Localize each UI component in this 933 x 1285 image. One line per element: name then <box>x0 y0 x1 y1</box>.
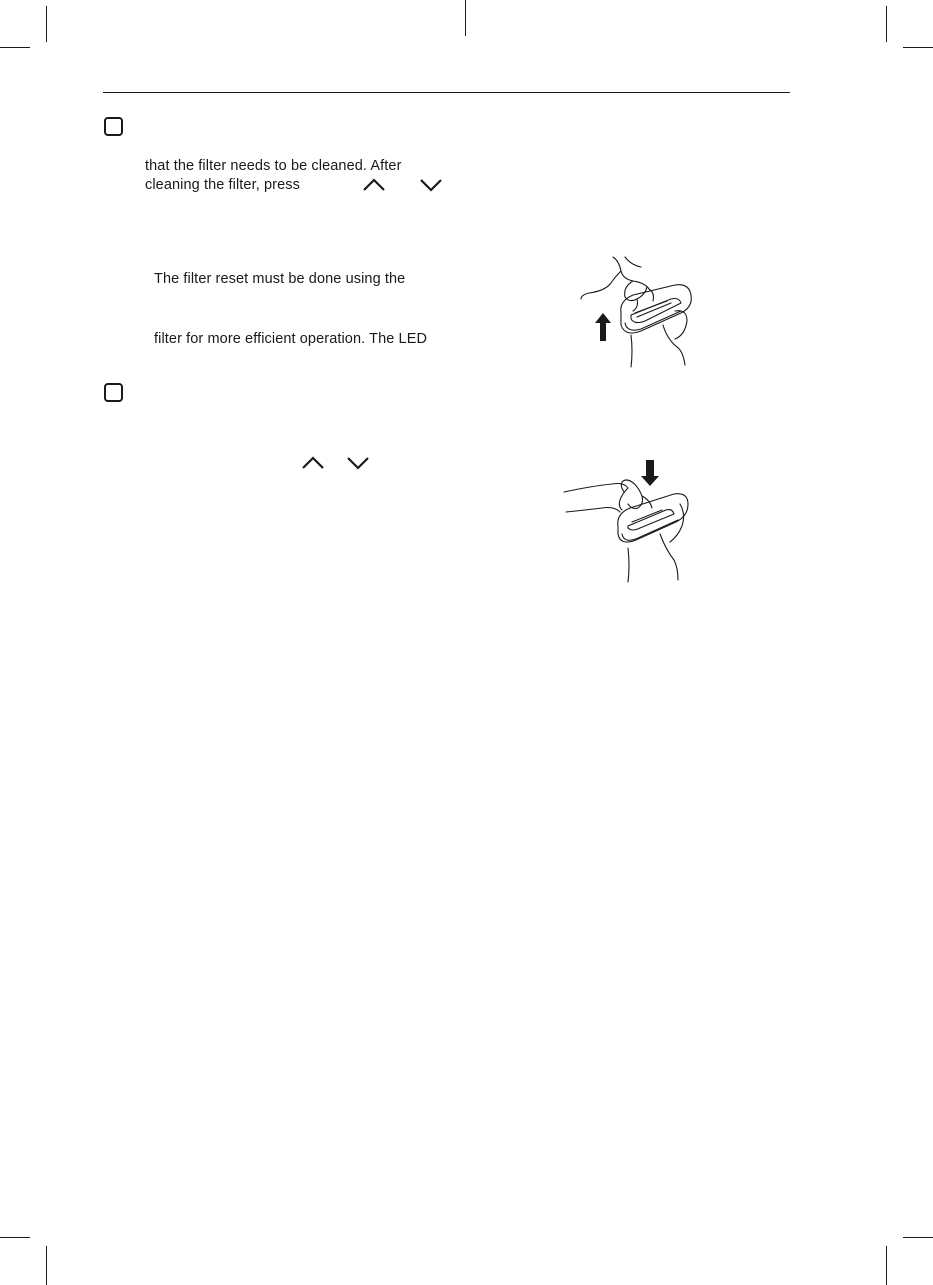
crop-mark-bottom-left-horizontal <box>0 1237 30 1238</box>
crop-mark-top-center <box>465 0 466 36</box>
note-text-line-1: The filter reset must be done using the <box>154 271 406 287</box>
crop-mark-bottom-right-vertical <box>886 1246 887 1285</box>
step-1-text-line-2: cleaning the filter, press <box>145 177 300 193</box>
chevron-down-icon <box>346 456 370 470</box>
arrow-up-icon <box>595 313 611 341</box>
step-1-text-line-1: that the filter needs to be cleaned. After <box>145 158 402 174</box>
crop-mark-top-right-vertical <box>886 6 887 42</box>
crop-mark-bottom-left-vertical <box>46 1246 47 1285</box>
header-rule <box>103 92 790 93</box>
remote-button-press-illustration <box>562 456 697 584</box>
step-2-box <box>104 383 123 402</box>
crop-mark-top-left-vertical <box>46 6 47 42</box>
chevron-up-icon <box>362 178 386 192</box>
crop-mark-top-right-horizontal <box>903 47 933 48</box>
arrow-down-icon <box>641 460 659 486</box>
crop-mark-top-left-horizontal <box>0 47 30 48</box>
chevron-down-icon <box>419 178 443 192</box>
step-1-box <box>104 117 123 136</box>
chevron-up-icon <box>301 456 325 470</box>
note-text-line-2: filter for more efficient operation. The LED <box>154 331 428 347</box>
remote-cover-open-illustration <box>575 255 700 370</box>
crop-mark-bottom-right-horizontal <box>903 1237 933 1238</box>
